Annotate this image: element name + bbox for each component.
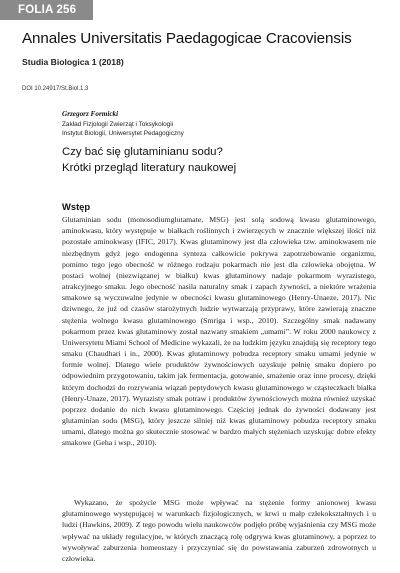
author-name: Grzegorz Formicki (62, 110, 119, 118)
affiliation-line-1: Zakład Fizjologii Zwierząt i Toksykologii (62, 121, 174, 128)
paragraph-1: Glutaminian sodu (monosodiumglutamate, MSG) jest solą sodową kwasu glutaminowego, aminokwasu, który występuje w białkach roślinnych i zwierzęcych w znacznie większej ilości niż pozostałe aminokwasy (IFIC, 2017). Kwas glutaminowy jest dla człowieka tzw. aminokwasem nie niezbędnym gdyż jego endogenna synteza całkowicie pokrywa zapotrzebowanie organizmu, pomimo tego jego obecność w różnego rodzaju pokarmach nie jest dla człowieka obojętna. W postaci wolnej (niezwiązanej w białku) kwas glutaminowy nadaje pokarmom wyrazistego, atrakcyjnego smaku. Jego obecność nasila naturalny smak i zapach żywności, a niektóre wrażenia smakowe są wyczuwalne jedynie w obecności kwasu glutaminowego (Henry-Unaeze, 2017). Nic dziwnego, że już od czasów starożytnych ludzie wytwarzają przyprawy, które zawierają znaczne stężenia wolnego kwasu glutaminowego (Smriga i wsp., 2010). Szczególny smak nadawany pokarmom przez kwas glutaminowy został nazwany smakiem „umami”. W roku 2000 naukowcy z Uniwersytetu Miami School of Medicine wykazali, że na ludzkim języku znajdują się receptory tego smaku (Chaudhari i in., 2000). Kwas glutaminowy pobudza receptory smaku umami jedynie w formie wolnej. Dlatego wiele produktów żywnościowych uzyskuje pełnię smaku dopiero po odpowiednim przygotowaniu, takim jak fermentacja, gotowanie, smażenie oraz inne procesy, dzięki którym dochodzi do rozrywania wiązań peptydowych kwasu glutaminowego w cząsteczkach białka (Henry-Unaze, 2017). Wyrazisty smak potraw i produktów żywnościowych można również uzyskać poprzez dodanie do nich kwasu glutaminowego. Częściej jednak do żywności dodawany jest glutaminian sodu (MSG), który jeszcze silniej niż kwas glutaminowy pobudza receptory smaku umami, dlatego można go skutecznie stosować w bardzo małych stężeniach uzyskując dobre efekty smakowe (Geha i wsp., 2010). (62, 215, 376, 448)
article-title-line-1: Czy bać się glutaminianu sodu? (62, 146, 223, 158)
journal-title: Annales Universitatis Paedagogicae Cracoviensis (22, 30, 352, 47)
affiliation-line-2: Instytut Biologii, Uniwersytet Pedagogiczny (62, 130, 184, 137)
article-title-line-2: Krótki przegląd literatury naukowej (62, 162, 237, 174)
folia-label: FOLIA 256 (0, 0, 93, 20)
section-heading: Wstęp (62, 201, 91, 212)
doi: DOI 10.24917/St.Biol.1.3 (22, 86, 89, 92)
journal-series: Studia Biologica 1 (2018) (22, 57, 124, 67)
paragraph-2: Wykazano, że spożycie MSG może wpływać na stężenie formy anionowej kwasu glutaminowego występującej w warunkach fizjologicznych, w krwi u małp człekokształtnych i u ludzi (Hawkins, 2009). Z tego powodu wielu naukowców podjęło próbę wyjaśnienia czy MSG może wpływać na układy regulacyjne, w których znaczącą rolę odgrywa kwas glutaminowy, a poprzez to wywoływać zaburzenia homeostazy i przyczyniać się do powstawania zaburzeń zdrowotnych u człowieka. (62, 498, 376, 563)
